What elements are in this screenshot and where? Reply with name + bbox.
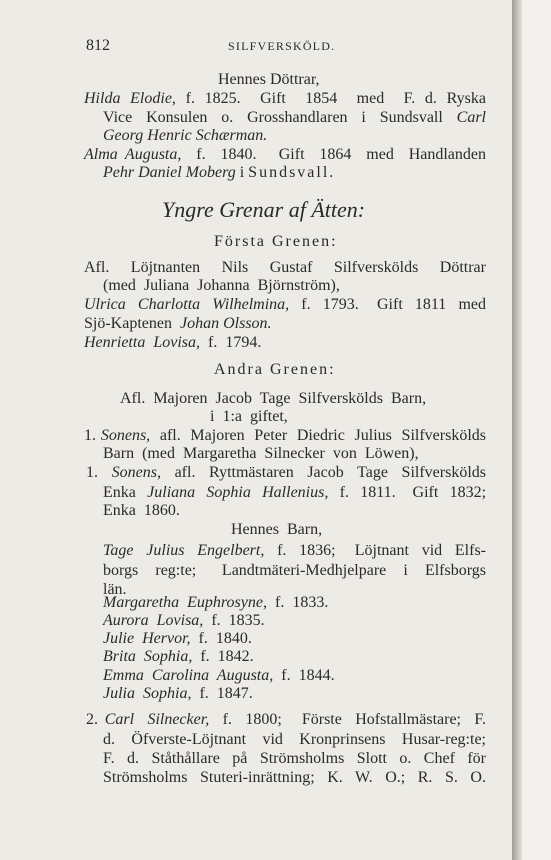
italic-name: Ulrica Charlotta Wilhelmina, bbox=[84, 296, 290, 313]
text-line-hilda-2 bbox=[0, 108, 512, 128]
italic-name: Sonens, bbox=[100, 427, 151, 444]
text-line-afl-1-2 bbox=[0, 276, 512, 296]
text-line-sonens-1-1 bbox=[0, 426, 512, 446]
line-text: 1. bbox=[86, 464, 112, 481]
line-text: Hennes Döttrar, bbox=[218, 71, 320, 88]
text-line-sonens-2-3 bbox=[0, 501, 512, 521]
running-title: SILFVERSKÖLD. bbox=[228, 39, 336, 53]
line-text: f. 1825. Gift 1854 med F. d. Ryska bbox=[175, 90, 486, 107]
text-line-carl-2 bbox=[0, 730, 512, 750]
line-text: Enka bbox=[103, 484, 148, 501]
facing-page-edge bbox=[522, 0, 551, 860]
line-text: f. 1835. bbox=[203, 612, 265, 629]
text-line-carl-1 bbox=[0, 710, 512, 730]
italic-name: Georg Henric Schærman. bbox=[103, 127, 268, 144]
line-text: Första Grenen: bbox=[214, 233, 338, 250]
text-line-afl-2-2 bbox=[0, 407, 512, 427]
line-text: Afl. Majoren Jacob Tage Silfverskölds Barn, bbox=[120, 390, 427, 407]
line-text: f. 1793. Gift 1811 med bbox=[289, 296, 486, 313]
italic-name: Pehr Daniel Moberg bbox=[103, 164, 236, 181]
text-line-afl-2-1 bbox=[0, 389, 512, 409]
line-text: f. 1811. Gift 1832; bbox=[328, 484, 487, 501]
text-line-emma bbox=[0, 666, 512, 686]
italic-name: Juliana Sophia Hallenius, bbox=[147, 484, 329, 501]
book-gutter bbox=[512, 0, 522, 860]
text-line-margaretha bbox=[0, 593, 512, 613]
text-line-hennes-barn bbox=[0, 520, 512, 540]
line-text: Hennes Barn, bbox=[231, 521, 323, 538]
text-line-julie bbox=[0, 629, 512, 649]
italic-name: Johan Olsson. bbox=[179, 315, 272, 332]
italic-name: Julie Hervor, bbox=[103, 630, 191, 647]
italic-name: Margaretha Euphrosyne, bbox=[103, 594, 267, 611]
italic-name: Alma Augusta, bbox=[84, 146, 182, 163]
line-text: f. 1844. bbox=[273, 667, 335, 684]
italic-name: Brita Sophia, bbox=[103, 648, 193, 665]
text-line-tage-2 bbox=[0, 561, 512, 581]
italic-name: Carl bbox=[456, 109, 486, 126]
line-text: d. Öfverste-Löjtnant vid Kronprinsens Husar-reg:te; bbox=[103, 731, 486, 748]
text-line-forsta-grenen bbox=[0, 232, 512, 252]
text-line-henrietta bbox=[0, 333, 512, 353]
italic-name: Emma Carolina Augusta, bbox=[103, 667, 274, 684]
text-line-yngre-grenar bbox=[0, 196, 512, 224]
line-text: 2. bbox=[86, 711, 105, 728]
line-text: afl. Majoren Peter Diedric Julius Silfverskölds bbox=[150, 427, 487, 444]
text-line-aurora bbox=[0, 611, 512, 631]
line-text: f. 1847. bbox=[191, 685, 253, 702]
line-text: borgs reg:te; Landtmäteri-Medhjelpare i Elfsborgs bbox=[103, 562, 486, 579]
line-text: (med Juliana Johanna Björnström), bbox=[103, 277, 340, 294]
line-text: Enka 1860. bbox=[103, 502, 180, 519]
line-text: f. 1842. bbox=[192, 648, 254, 665]
line-text: F. d. Ståthållare på Strömsholms Slott o. Chef för bbox=[103, 750, 486, 767]
line-text: i 1:a giftet, bbox=[210, 408, 288, 425]
italic-name: Carl Silnecker, bbox=[104, 711, 210, 728]
text-line-sonens-2-1 bbox=[0, 463, 512, 483]
text-line-andra-grenen bbox=[0, 360, 512, 380]
line-text: Barn (med Margaretha Silnecker von Löwen), bbox=[103, 445, 419, 462]
text-line-sjokapten bbox=[0, 314, 512, 334]
text-line-carl-3 bbox=[0, 749, 512, 769]
italic-name: Julia Sophia, bbox=[103, 685, 192, 702]
line-text: afl. Ryttmästaren Jacob Tage Silfverskölds bbox=[160, 464, 487, 481]
line-text: Vice Konsulen o. Grosshandlaren i Sundsvall bbox=[103, 109, 457, 126]
text-line-hilda-3 bbox=[0, 126, 512, 146]
line-text: län. bbox=[103, 581, 127, 598]
text-line-brita bbox=[0, 647, 512, 667]
italic-name: Tage Julius Engelbert, bbox=[103, 542, 265, 559]
italic-name: Yngre Grenar af Ätten: bbox=[162, 197, 366, 222]
italic-name: Aurora Lovisa, bbox=[103, 612, 204, 629]
text-line-ulrica bbox=[0, 295, 512, 315]
italic-name: Hilda Elodie, bbox=[84, 90, 176, 107]
italic-name: Henrietta Lovisa, bbox=[84, 334, 200, 351]
page-number: 812 bbox=[86, 37, 110, 54]
page-header bbox=[0, 36, 512, 56]
line-text: Sundsvall. bbox=[248, 164, 336, 181]
line-text: 1. bbox=[84, 427, 101, 444]
line-text: f. 1836; Löjtnant vid Elfs- bbox=[264, 542, 486, 559]
text-line-carl-4 bbox=[0, 768, 512, 788]
text-line-afl-1-1 bbox=[0, 258, 512, 278]
text-line-alma-2 bbox=[0, 163, 512, 183]
text-line-julia bbox=[0, 684, 512, 704]
line-text: i bbox=[235, 164, 249, 181]
line-text: f. 1800; Förste Hofstallmästare; F. bbox=[209, 711, 487, 728]
line-text: Sjö-Kaptenen bbox=[84, 315, 180, 332]
text-line-hilda-1 bbox=[0, 89, 512, 109]
line-text: f. 1833. bbox=[266, 594, 329, 611]
text-line-sonens-2-2 bbox=[0, 483, 512, 503]
line-text: f. 1794. bbox=[200, 334, 262, 351]
line-text: Strömsholms Stuteri-inrättning; K. W. O.; R. S. O. bbox=[103, 769, 486, 786]
text-line-sonens-1-2 bbox=[0, 444, 512, 464]
italic-name: Sonens, bbox=[111, 464, 161, 481]
line-text: Andra Grenen: bbox=[214, 361, 336, 378]
text-line-alma-1 bbox=[0, 145, 512, 165]
line-text: Afl. Löjtnanten Nils Gustaf Silfverskölds Döttrar bbox=[84, 259, 486, 276]
text-line-tage-1 bbox=[0, 541, 512, 561]
line-text: f. 1840. bbox=[190, 630, 252, 647]
text-line-hennes-dottrar bbox=[0, 70, 512, 90]
line-text: f. 1840. Gift 1864 med Handlanden bbox=[181, 146, 487, 163]
